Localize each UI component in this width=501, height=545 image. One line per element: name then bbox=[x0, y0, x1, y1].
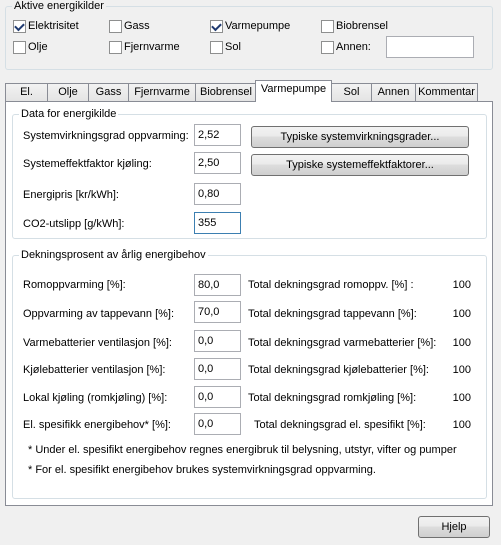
oil-label: Olje bbox=[28, 41, 48, 53]
room-cooling-input[interactable]: 0,0 bbox=[194, 386, 241, 408]
coverage-legend: Dekningsprosent av årlig energibehov bbox=[21, 249, 206, 261]
tab-biobrensel[interactable]: Biobrensel bbox=[195, 83, 257, 101]
total-heating-coils-label: Total dekningsgrad varmebatterier [%]: bbox=[248, 337, 437, 349]
tab-fjernvarme[interactable]: Fjernvarme bbox=[128, 83, 196, 101]
total-room-cooling-value: 100 bbox=[452, 392, 471, 404]
room-cooling-label: Lokal kjøling (romkjøling) [%]: bbox=[23, 392, 168, 404]
footnote-el-specific-definition: * Under el. spesifikt energibehov regnes energibruk til belysning, utstyr, vifter og pumper bbox=[28, 444, 457, 456]
tab-kommentar[interactable]: Kommentar bbox=[415, 83, 478, 101]
other-label: Annen: bbox=[336, 41, 371, 53]
district-heating-checkbox[interactable] bbox=[109, 41, 122, 54]
active-sources-legend: Aktive energikilder bbox=[14, 0, 104, 12]
hot-water-label: Oppvarming av tappevann [%]: bbox=[23, 308, 175, 320]
total-el-specific-value: 100 bbox=[452, 419, 471, 431]
tab-varmepumpe[interactable]: Varmepumpe bbox=[255, 80, 332, 102]
energy-price-input[interactable]: 0,80 bbox=[194, 183, 241, 205]
total-space-heating-label: Total dekningsgrad romoppv. [%] : bbox=[248, 279, 414, 291]
cooling-effect-factor-label: Systemeffektfaktor kjøling: bbox=[23, 158, 152, 170]
el-specific-input[interactable]: 0,0 bbox=[194, 413, 241, 435]
heat-pump-checkbox[interactable] bbox=[210, 20, 223, 33]
hot-water-input[interactable]: 70,0 bbox=[194, 301, 241, 323]
gas-label: Gass bbox=[124, 20, 150, 32]
solar-checkbox[interactable] bbox=[210, 41, 223, 54]
system-efficiency-label: Systemvirkningsgrad oppvarming: bbox=[23, 130, 189, 142]
heat-pump-label: Varmepumpe bbox=[225, 20, 291, 32]
cooling-coils-label: Kjølebatterier ventilasjon [%]: bbox=[23, 364, 166, 376]
total-hot-water-value: 100 bbox=[452, 308, 471, 320]
system-efficiency-input[interactable]: 2,52 bbox=[194, 124, 241, 146]
cooling-coils-input[interactable]: 0,0 bbox=[194, 358, 241, 380]
total-room-cooling-label: Total dekningsgrad romkjøling [%]: bbox=[248, 392, 417, 404]
heat-pump-tab-panel bbox=[5, 101, 493, 506]
co2-emission-input[interactable]: 355 bbox=[194, 212, 241, 234]
el-specific-label: El. spesifikk energibehov* [%]: bbox=[23, 419, 171, 431]
help-button[interactable]: Hjelp bbox=[418, 516, 490, 538]
oil-checkbox[interactable] bbox=[13, 41, 26, 54]
total-space-heating-value: 100 bbox=[452, 279, 471, 291]
tab-sol[interactable]: Sol bbox=[331, 83, 372, 101]
active-sources-group bbox=[5, 0, 493, 70]
tab-olje[interactable]: Olje bbox=[47, 83, 89, 101]
total-cooling-coils-value: 100 bbox=[452, 364, 471, 376]
other-source-input[interactable] bbox=[386, 36, 474, 58]
footnote-el-specific-efficiency: * For el. spesifikt energibehov brukes systemvirkningsgrad oppvarming. bbox=[28, 464, 376, 476]
biofuel-checkbox[interactable] bbox=[321, 20, 334, 33]
tab-gass[interactable]: Gass bbox=[88, 83, 129, 101]
electricity-checkbox[interactable] bbox=[13, 20, 26, 33]
typical-effect-factors-button[interactable]: Typiske systemeffektfaktorer... bbox=[251, 154, 469, 176]
typical-efficiencies-button[interactable]: Typiske systemvirkningsgrader... bbox=[251, 126, 469, 148]
space-heating-input[interactable]: 80,0 bbox=[194, 274, 241, 296]
tab-annen[interactable]: Annen bbox=[371, 83, 416, 101]
co2-emission-label: CO2-utslipp [g/kWh]: bbox=[23, 218, 125, 230]
space-heating-label: Romoppvarming [%]: bbox=[23, 279, 126, 291]
total-cooling-coils-label: Total dekningsgrad kjølebatterier [%]: bbox=[248, 364, 429, 376]
heating-coils-label: Varmebatterier ventilasjon [%]: bbox=[23, 337, 172, 349]
cooling-effect-factor-input[interactable]: 2,50 bbox=[194, 152, 241, 174]
electricity-label: Elektrisitet bbox=[28, 20, 79, 32]
solar-label: Sol bbox=[225, 41, 241, 53]
heating-coils-input[interactable]: 0,0 bbox=[194, 330, 241, 352]
total-hot-water-label: Total dekningsgrad tappevann [%]: bbox=[248, 308, 417, 320]
tab-el[interactable]: El. bbox=[5, 83, 48, 101]
total-el-specific-label: Total dekningsgrad el. spesifikt [%]: bbox=[254, 419, 426, 431]
other-checkbox[interactable] bbox=[321, 41, 334, 54]
gas-checkbox[interactable] bbox=[109, 20, 122, 33]
biofuel-label: Biobrensel bbox=[336, 20, 388, 32]
source-data-legend: Data for energikilde bbox=[21, 108, 117, 120]
district-heating-label: Fjernvarme bbox=[124, 41, 180, 53]
energy-price-label: Energipris [kr/kWh]: bbox=[23, 189, 119, 201]
total-heating-coils-value: 100 bbox=[452, 337, 471, 349]
